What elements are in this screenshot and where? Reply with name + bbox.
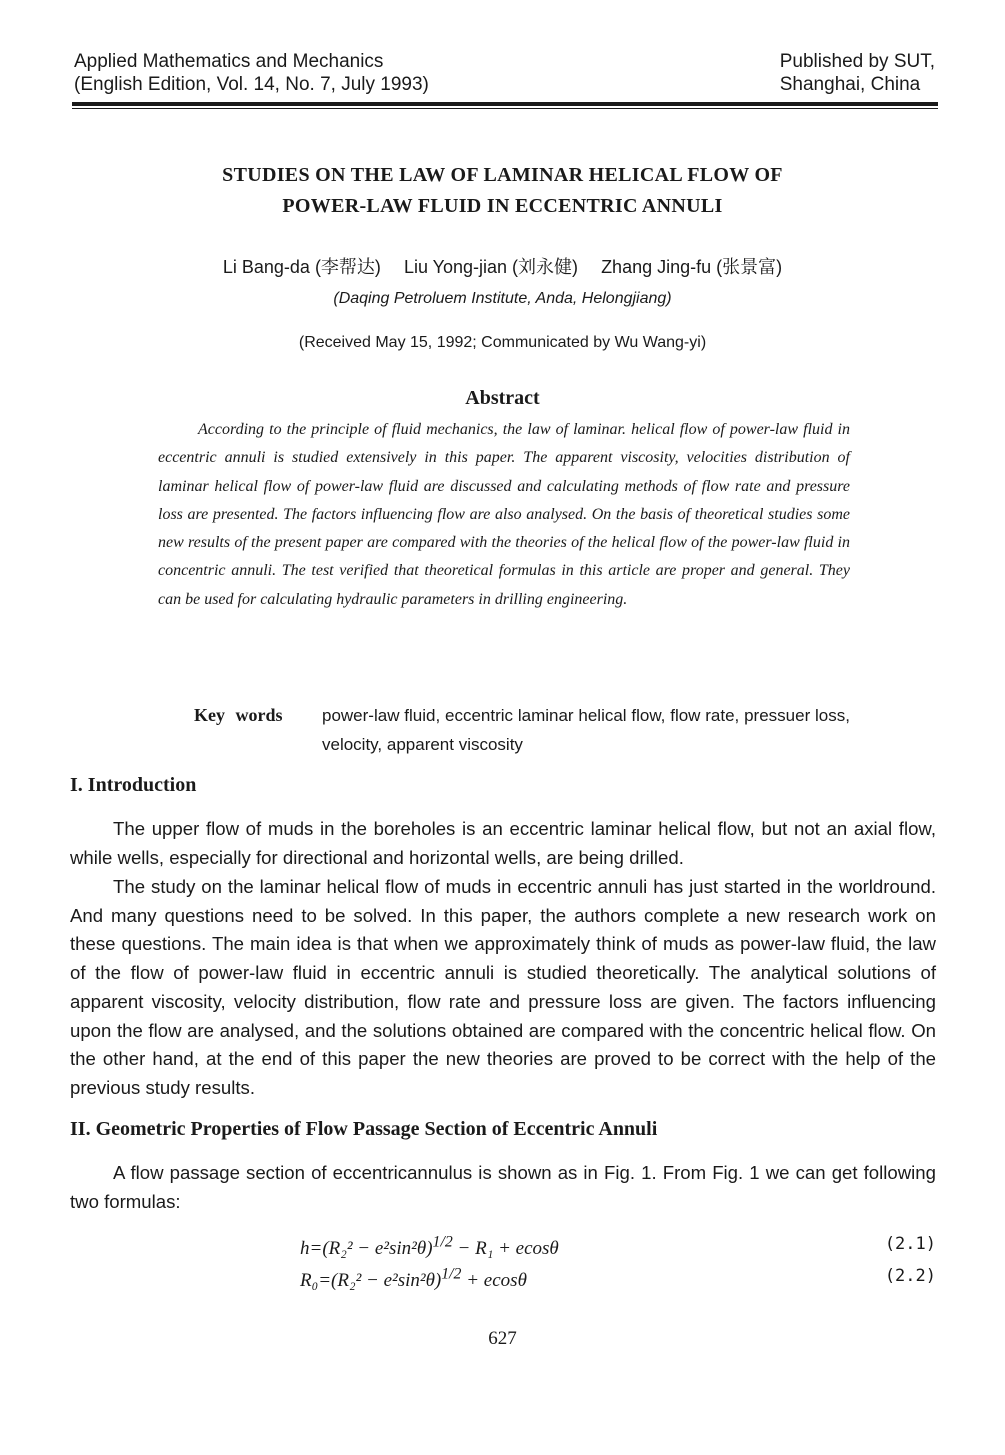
publisher-name: Published by SUT, <box>779 51 935 72</box>
author-2: Liu Yong-jian (刘永健) <box>403 257 579 277</box>
author-list <box>100 255 905 279</box>
equation-exponent: 1/2 <box>441 1266 462 1283</box>
equation-2-2 <box>300 1266 936 1292</box>
equation-number: (2.2) <box>884 1266 936 1286</box>
header-rule-thick <box>72 102 938 106</box>
keywords-text: power-law fluid, eccentric laminar helical flow, flow rate, pressuer loss, velocity, apparent viscosity <box>322 706 850 754</box>
section-heading-introduction: I. Introduction <box>70 774 197 796</box>
keywords-label: Key words <box>194 705 283 725</box>
affiliation: (Daqing Petroluem Institute, Anda, Helongjiang) <box>333 290 672 307</box>
paragraph: The upper flow of muds in the boreholes is an eccentric laminar helical flow, but not an axial flow, while wells, especially for directional and horizontal wells, are being drilled. <box>70 818 936 868</box>
journal-name: Applied Mathematics and Mechanics <box>74 51 384 72</box>
equation-expression: $h=(R_2^2 - e^2\sin^2\theta)^{1/2} - R_1 + ecos\theta$ <box>300 1234 559 1260</box>
equation-expression: $R_0=(R_2^2 - e^2\sin^2\theta)^{1/2} + ecos\theta$ <box>300 1266 527 1292</box>
keywords <box>194 701 850 759</box>
equation-2-1 <box>300 1234 936 1260</box>
paper-title <box>100 160 905 222</box>
abstract-body: According to the principle of fluid mechanics, the law of laminar. helical flow of power-law fluid in eccentric annuli is studied extensively in this paper. The apparent viscosity, velocities distribution of laminar helical flow of power-law fluid are discussed and calculating methods of flow rate and pressure loss are presented. The factors influencing flow are also analysed. On the basis of theoretical studies some new results of the present paper are compared with the theories of the helical flow of the power-law fluid in concentric annuli. The test verified that theoretical formulas in this article are proper and general. They can be used for calculating hydraulic parameters in drilling engineering. <box>158 421 850 608</box>
abstract-heading: Abstract <box>465 387 540 409</box>
received-date: (Received May 15, 1992; Communicated by Wu Wang-yi) <box>298 334 707 351</box>
publisher-location: Shanghai, China <box>779 74 921 95</box>
paragraph: A flow passage section of eccentricannulus is shown as in Fig. 1. From Fig. 1 we can get following two formulas: <box>70 1162 936 1212</box>
section-heading-geometric-properties: II. Geometric Properties of Flow Passage Section of Eccentric Annuli <box>70 1118 658 1140</box>
title-line-2: POWER-LAW FLUID IN ECCENTRIC ANNULI <box>282 195 723 217</box>
journal-info <box>74 50 429 96</box>
author-3: Zhang Jing-fu (张景富) <box>601 257 783 277</box>
header-rule-thin <box>72 108 938 109</box>
title-line-1: STUDIES ON THE LAW OF LAMINAR HELICAL FLOW OF <box>222 164 783 186</box>
paragraph: The study on the laminar helical flow of muds in eccentric annuli has just started in the worldround. And many questions need to be solved. In this paper, the authors complete a new research work on these questions. The main idea is that when we approximately think of muds as power-law fluid, the law of the flow of power-law fluid in eccentric annuli is studied theoretically. The analytical solutions of apparent viscosity, velocity distribution, flow rate and pressure loss are given. The factors influencing upon the flow are analysed, and the solutions obtained are compared with the concentric helical flow. On the other hand, at the end of this paper the new theories are proved to be correct with the help of the previous study results. <box>70 876 936 1098</box>
equation-exponent: 1/2 <box>432 1234 453 1251</box>
page-number: 627 <box>488 1328 517 1349</box>
equation-number: (2.1) <box>884 1234 936 1254</box>
author-1: Li Bang-da (李帮达) <box>222 257 381 277</box>
journal-edition: (English Edition, Vol. 14, No. 7, July 1993) <box>74 74 429 95</box>
publisher-info <box>780 50 935 96</box>
